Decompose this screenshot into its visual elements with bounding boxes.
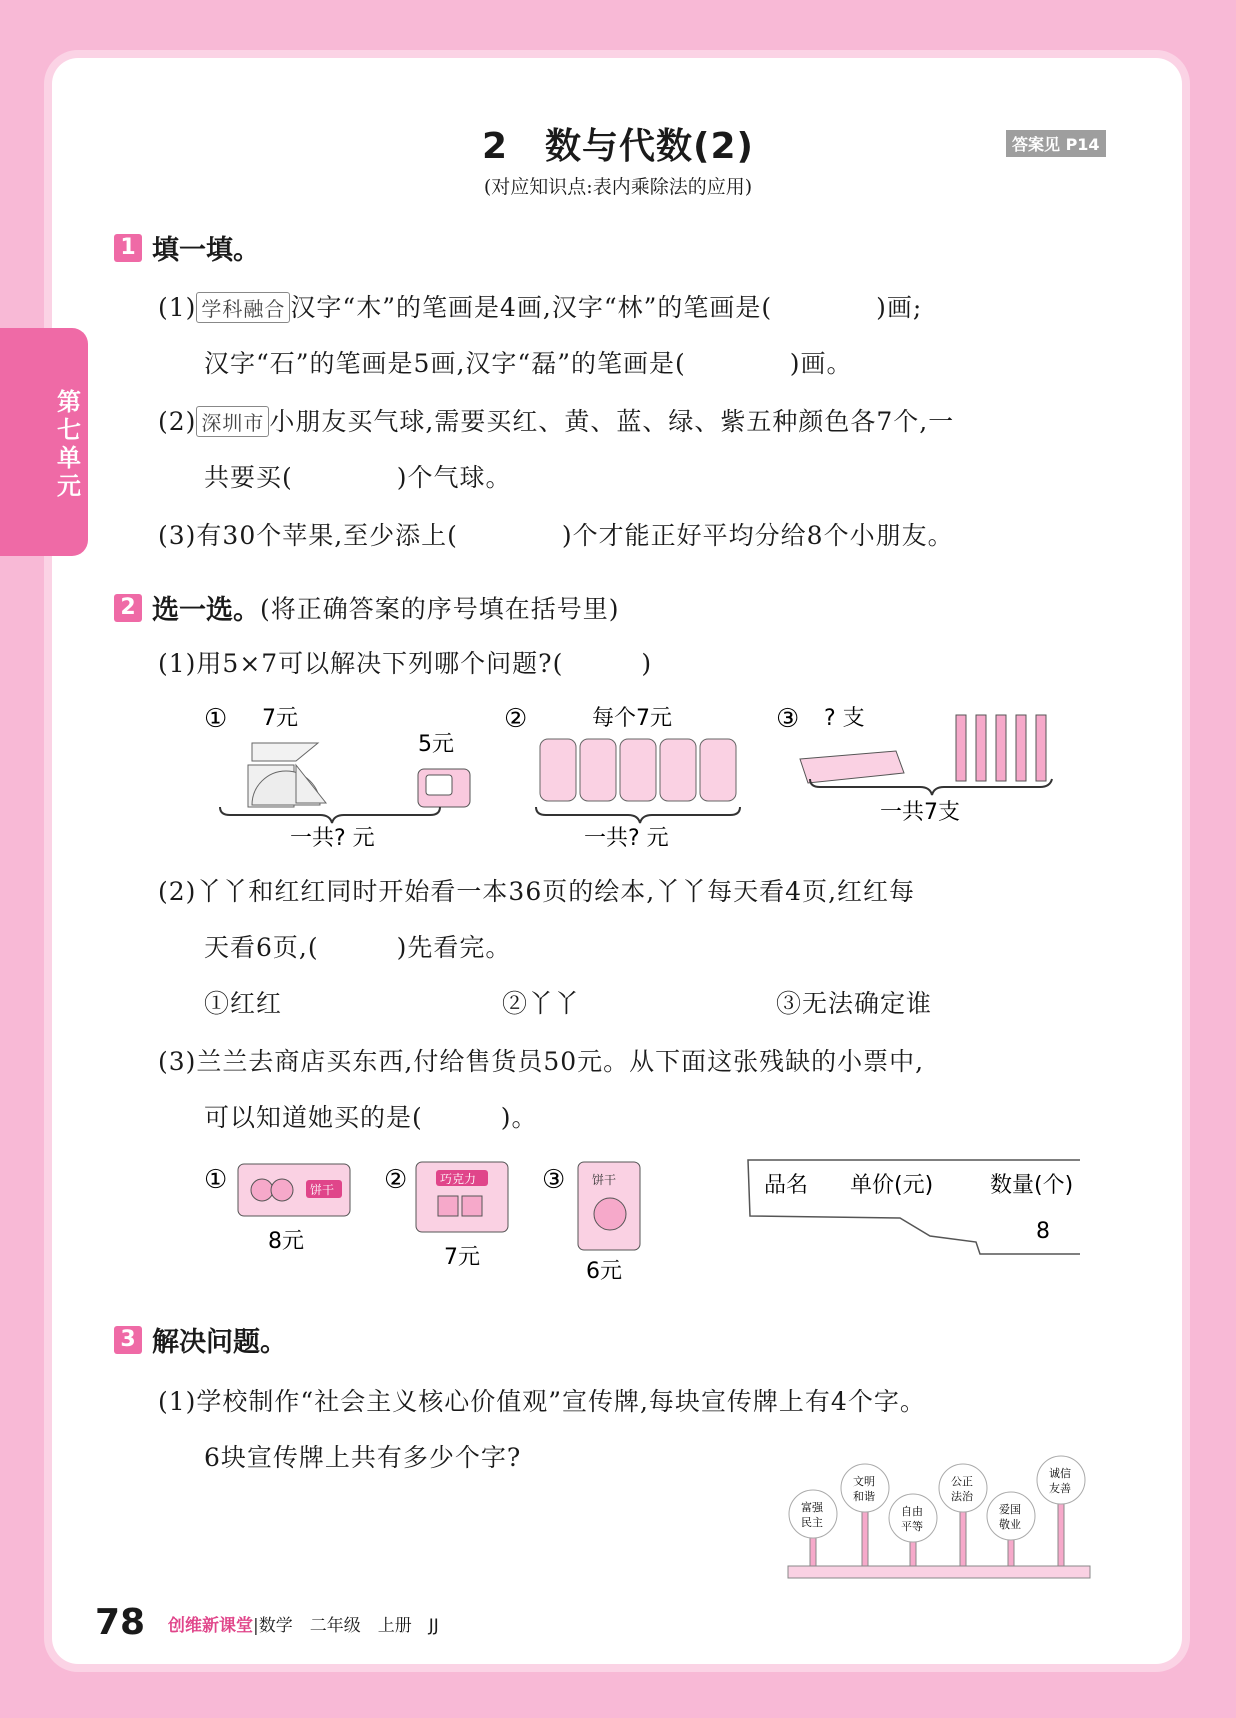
footer-info: 数学 二年级 上册 JJ: [258, 1616, 439, 1636]
section-3-heading: [114, 1320, 287, 1359]
section-2-title: 选一选。: [152, 595, 260, 626]
s1-q1-line1: [158, 288, 922, 324]
pencil-sharpener-icon: [418, 769, 470, 807]
opt2-each: 每个7元: [592, 706, 672, 731]
opt1-mark: ①: [204, 704, 228, 734]
page-number: 78: [95, 1602, 146, 1643]
item2-price: 7元: [444, 1245, 480, 1270]
pencil-box-icon: [800, 751, 904, 783]
board-4-bottom: 法治: [951, 1490, 973, 1503]
s1-q2-number: (2): [158, 407, 197, 436]
value-boards-illustration: [786, 1454, 1096, 1584]
cylinder-row-icon: [540, 739, 736, 801]
footer-brand-line: 创维新课堂|数学 二年级 上册 JJ: [168, 1616, 439, 1636]
opt2-mark: ②: [504, 704, 528, 734]
chocolate-pack-icon: [416, 1162, 508, 1232]
s2-q3-figure: [200, 1156, 1080, 1286]
board-6-top: 诚信: [1049, 1467, 1071, 1480]
s3-q1-line2: 6块宣传牌上共有多少个字?: [204, 1443, 522, 1472]
board-1-bottom: 民主: [801, 1516, 823, 1529]
biscuit-pack-icon: [238, 1164, 350, 1216]
board-1-top: 富强: [801, 1501, 823, 1514]
s2-q2-option-3: ③无法确定谁: [776, 989, 933, 1018]
section-1-heading: [114, 228, 260, 267]
s2-q2-option-2: ②丫丫: [502, 989, 581, 1018]
footer-brand: 创维新课堂: [168, 1616, 253, 1636]
torn-receipt: [748, 1160, 1080, 1254]
s1-q2-line2: 共要买( )个气球。: [204, 463, 512, 492]
unit-tab-label: 第七单元: [57, 388, 81, 500]
receipt-col-name: 品名: [764, 1173, 809, 1198]
opt3-total: 一共7支: [880, 800, 960, 825]
s2-q2-line1: (2)丫丫和红红同时开始看一本36页的绘本,丫丫每天看4页,红红每: [158, 877, 916, 906]
item3-mark: ③: [542, 1165, 566, 1195]
item3-price: 6元: [586, 1259, 622, 1284]
board-6: [1037, 1456, 1085, 1566]
section-3-number: 3: [114, 1326, 142, 1354]
s2-q2-option-1: ①红红: [204, 989, 283, 1018]
item3-label: 饼干: [592, 1173, 617, 1187]
board-2-bottom: 和谐: [853, 1490, 875, 1503]
board-6-bottom: 友善: [1049, 1482, 1071, 1495]
s1-q3-line: (3)有30个苹果,至少添上( )个才能正好平均分给8个小朋友。: [158, 521, 954, 550]
opt1-price-b: 5元: [418, 732, 454, 757]
page-title: 2 数与代数(2): [481, 126, 754, 167]
item1-label: 饼干: [310, 1183, 335, 1197]
s2-q1-line: (1)用5×7可以解决下列哪个问题?( ): [158, 649, 653, 678]
opt3-mark: ③: [776, 704, 800, 734]
answer-reference-badge: 答案见 P14: [1006, 130, 1106, 157]
opt3-question: ? 支: [824, 706, 865, 731]
section-3-title: 解决问题。: [152, 1327, 287, 1358]
s2-q3-line1: (3)兰兰去商店买东西,付给售货员50元。从下面这张残缺的小票中,: [158, 1047, 925, 1076]
section-2-number: 2: [114, 594, 142, 622]
s2-q2-line2: 天看6页,( )先看完。: [204, 933, 512, 962]
opt1-total: 一共? 元: [290, 826, 375, 851]
s2-q3-line2: 可以知道她买的是( )。: [204, 1103, 538, 1132]
section-2-heading: [114, 588, 620, 627]
item2-label: 巧克力: [440, 1172, 477, 1186]
s1-q2-text1: 小朋友买气球,需要买红、黄、蓝、绿、紫五种颜色各7个,一: [269, 407, 955, 436]
pencils-icon: [956, 715, 1046, 781]
section-1-number: 1: [114, 234, 142, 262]
receipt-col-qty: 数量(个): [990, 1173, 1074, 1198]
s1-q1-number: (1): [158, 293, 197, 322]
opt1-price-a: 7元: [262, 706, 298, 731]
ruler-set-icon: [248, 743, 326, 807]
board-2: [841, 1464, 889, 1566]
receipt-col-price: 单价(元): [850, 1173, 934, 1198]
s1-q1-text1: 汉字“木”的笔画是4画,汉字“林”的笔画是( )画;: [290, 293, 923, 322]
s3-q1-line1: (1)学校制作“社会主义核心价值观”宣传牌,每块宣传牌上有4个字。: [158, 1387, 926, 1416]
biscuit-bag-icon: [578, 1162, 640, 1250]
item2-mark: ②: [384, 1165, 408, 1195]
board-5: [987, 1492, 1035, 1566]
page-subtitle: (对应知识点:表内乘除法的应用): [483, 176, 753, 198]
board-3-top: 自由: [901, 1505, 923, 1518]
board-3: [889, 1494, 937, 1566]
board-4-top: 公正: [951, 1475, 973, 1488]
s2-q1-figure: [200, 695, 1080, 855]
opt2-total: 一共? 元: [584, 826, 669, 851]
board-2-top: 文明: [853, 1475, 875, 1488]
section-1-title: 填一填。: [152, 235, 260, 266]
board-1: [789, 1490, 837, 1566]
s1-q2-tag: 深圳市: [196, 406, 269, 437]
receipt-qty: 8: [1036, 1219, 1050, 1244]
board-4: [939, 1464, 987, 1566]
s1-q2-line1: [158, 402, 954, 438]
board-5-bottom: 敬业: [999, 1518, 1021, 1531]
board-5-top: 爱国: [999, 1503, 1021, 1516]
item1-price: 8元: [268, 1229, 304, 1254]
s1-q1-line2: 汉字“石”的笔画是5画,汉字“磊”的笔画是( )画。: [204, 349, 853, 378]
board-3-bottom: 平等: [901, 1520, 923, 1533]
s1-q1-tag: 学科融合: [196, 292, 290, 323]
item1-mark: ①: [204, 1165, 228, 1195]
section-2-note: (将正确答案的序号填在括号里): [260, 594, 620, 624]
